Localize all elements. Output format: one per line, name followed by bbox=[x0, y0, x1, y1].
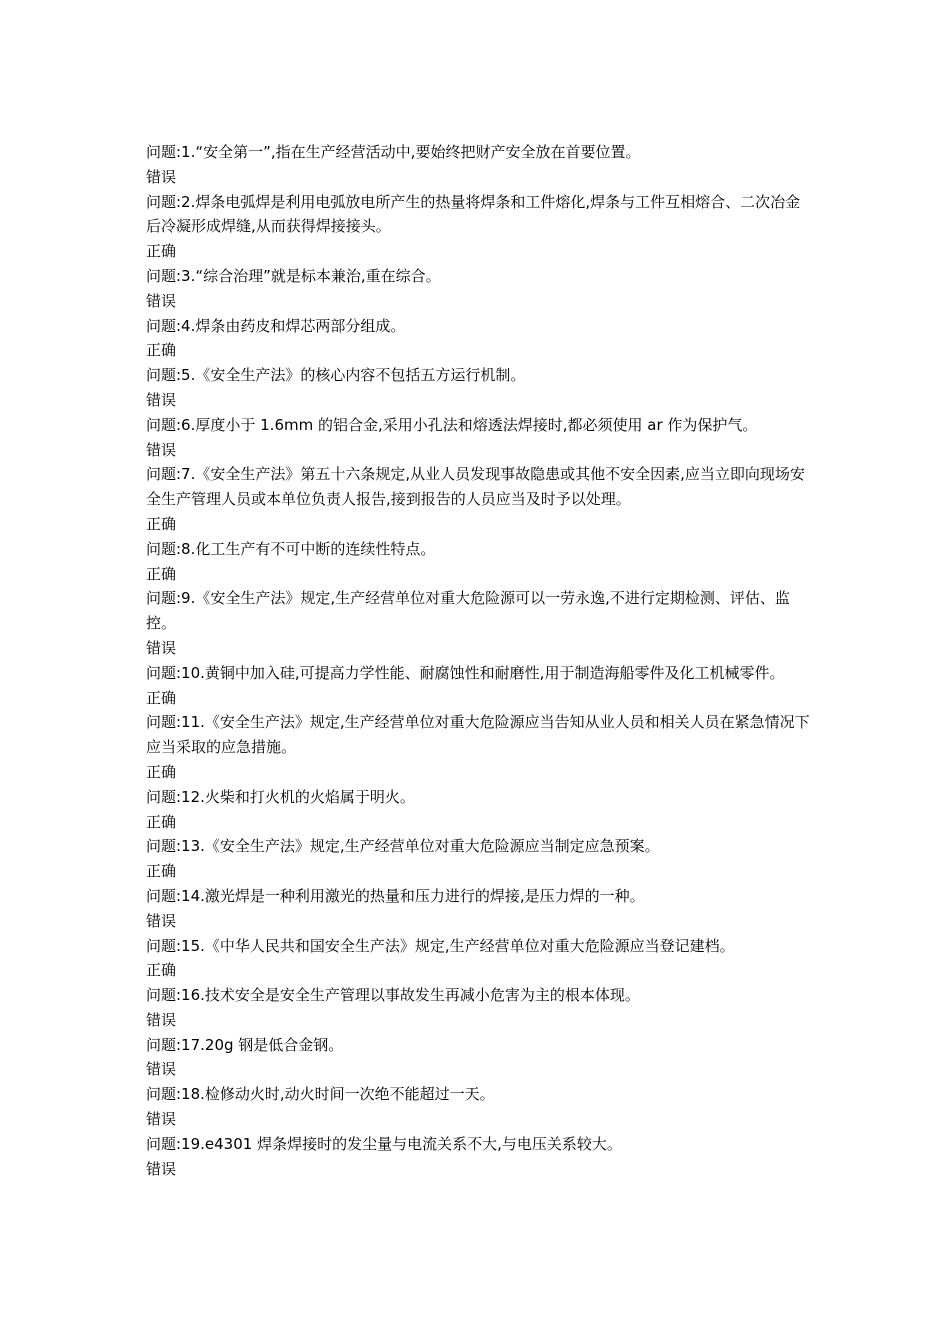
answer-1: 错误 bbox=[146, 167, 177, 186]
answer-19: 错误 bbox=[146, 1159, 177, 1178]
answer-5: 错误 bbox=[146, 390, 177, 409]
question-1: 问题:1.“安全第一”,指在生产经营活动中,要始终把财产安全放在首要位置。 bbox=[146, 143, 641, 161]
question-14: 问题:14.激光焊是一种利用激光的热量和压力进行的焊接,是压力焊的一种。 bbox=[146, 886, 645, 905]
answer-18: 错误 bbox=[146, 1110, 177, 1129]
answer-14: 错误 bbox=[146, 911, 177, 930]
answer-8: 正确 bbox=[146, 564, 177, 583]
answer-10: 正确 bbox=[146, 688, 177, 707]
answer-4: 正确 bbox=[146, 341, 177, 360]
answer-13: 正确 bbox=[146, 862, 177, 881]
question-19: 问题:19.e4301 焊条焊接时的发尘量与电流关系不大,与电压关系较大。 bbox=[146, 1134, 622, 1153]
question-8: 问题:8.化工生产有不可中断的连续性特点。 bbox=[146, 539, 436, 558]
answer-16: 错误 bbox=[146, 1010, 177, 1029]
answer-7: 正确 bbox=[146, 514, 177, 533]
question-13: 问题:13.《安全生产法》规定,生产经营单位对重大危险源应当制定应急预案。 bbox=[146, 837, 660, 856]
answer-6: 错误 bbox=[146, 440, 177, 459]
question-9: 问题:9.《安全生产法》规定,生产经营单位对重大危险源可以一劳永逸,不进行定期检测、评估、监控。 bbox=[146, 589, 790, 633]
question-4: 问题:4.焊条由药皮和焊芯两部分组成。 bbox=[146, 316, 406, 335]
document-page bbox=[146, 140, 811, 1181]
question-18: 问题:18.检修动火时,动火时间一次绝不能超过一天。 bbox=[146, 1085, 495, 1104]
question-2: 问题:2.焊条电弧焊是利用电弧放电所产生的热量将焊条和工件熔化,焊条与工件互相熔合、二次冶金后冷凝形成焊缝,从而获得焊接接头。 bbox=[146, 192, 801, 236]
answer-2: 正确 bbox=[146, 242, 177, 261]
question-7: 问题:7.《安全生产法》第五十六条规定,从业人员发现事故隐患或其他不安全因素,应当立即向现场安全生产管理人员或本单位负责人报告,接到报告的人员应当及时予以处理。 bbox=[146, 465, 805, 509]
question-16: 问题:16.技术安全是安全生产管理以事故发生再减小危害为主的根本体现。 bbox=[146, 986, 640, 1005]
question-5: 问题:5.《安全生产法》的核心内容不包括五方运行机制。 bbox=[146, 366, 526, 385]
question-17: 问题:17.20g 钢是低合金钢。 bbox=[146, 1035, 344, 1054]
answer-17: 错误 bbox=[146, 1060, 177, 1079]
question-10: 问题:10.黄铜中加入硅,可提高力学性能、耐腐蚀性和耐磨性,用于制造海船零件及化工机械零件。 bbox=[146, 663, 785, 682]
answer-9: 错误 bbox=[146, 638, 177, 657]
question-15: 问题:15.《中华人民共和国安全生产法》规定,生产经营单位对重大危险源应当登记建档。 bbox=[146, 936, 735, 955]
answer-11: 正确 bbox=[146, 762, 177, 781]
question-3: 问题:3.“综合治理”就是标本兼治,重在综合。 bbox=[146, 266, 441, 285]
answer-12: 正确 bbox=[146, 812, 177, 831]
answer-15: 正确 bbox=[146, 961, 177, 980]
question-11: 问题:11.《安全生产法》规定,生产经营单位对重大危险源应当告知从业人员和相关人员在紧急情况下应当采取的应急措施。 bbox=[146, 713, 810, 757]
question-6: 问题:6.厚度小于 1.6mm 的铝合金,采用小孔法和熔透法焊接时,都必须使用 ar 作为保护气。 bbox=[146, 415, 758, 434]
answer-3: 错误 bbox=[146, 291, 177, 310]
question-12: 问题:12.火柴和打火机的火焰属于明火。 bbox=[146, 787, 415, 806]
